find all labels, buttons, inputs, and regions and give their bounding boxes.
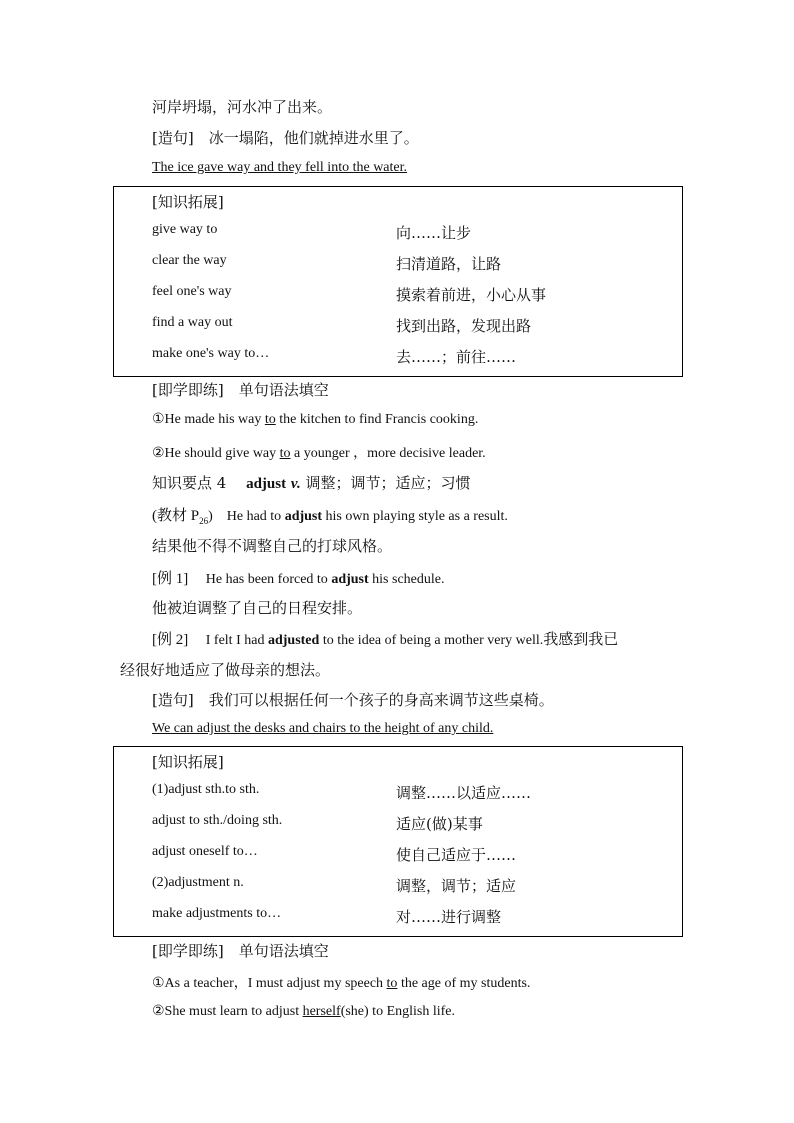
example-tag: [例 1]	[152, 571, 189, 587]
example-1	[152, 567, 445, 588]
question-text: ①He made his way	[152, 412, 262, 427]
point-number: 知识要点 4	[152, 474, 227, 492]
practice-title-2: [即学即练] 单句语法填空	[152, 942, 329, 960]
example-text: his own playing style as a result.	[325, 509, 508, 524]
knowledge-expansion-box-1	[113, 186, 683, 377]
question-text: ②He should give way	[152, 446, 277, 461]
phrase-en: (1)adjust sth.to sth.	[152, 782, 260, 797]
page-number: 26	[199, 515, 209, 526]
zaoju-english-2: We can adjust the desks and chairs to the height of any child.	[152, 721, 494, 736]
phrase-en: feel one's way	[152, 284, 232, 299]
answer-blank: to	[264, 412, 276, 427]
phrase-cn: 找到出路，发现出路	[396, 317, 532, 335]
phrase-cn: 适应(做)某事	[396, 815, 483, 833]
phrase-en: adjust to sth./doing sth.	[152, 813, 283, 828]
phrase-cn: 摸索着前进，小心从事	[396, 286, 547, 304]
phrase-en: clear the way	[152, 253, 227, 268]
phrase-en: give way to	[152, 222, 218, 237]
answer-blank: to	[279, 446, 291, 461]
practice-question-1	[152, 411, 478, 428]
phrase-cn: 向……让步	[396, 224, 472, 242]
example-text: He has been forced to	[205, 572, 328, 587]
continuation-line: 河岸坍塌，河水冲了出来。	[152, 98, 333, 116]
phrase-cn: 调整……以适应……	[396, 784, 532, 802]
practice-title-1: [即学即练] 单句语法填空	[152, 381, 329, 399]
box-header: [知识拓展]	[152, 193, 224, 211]
phrase-en: make one's way to…	[152, 346, 270, 361]
phrase-en: find a way out	[152, 315, 233, 330]
practice-question-2	[152, 442, 486, 462]
keyword-in-example: adjusted	[267, 633, 320, 648]
phrase-cn: 扫清道路，让路	[396, 255, 502, 273]
keyword-in-example: adjust	[331, 572, 369, 587]
example-text: ) He had to	[208, 509, 282, 524]
example-text: his schedule.	[372, 572, 445, 587]
question-text: the age of my students.	[400, 976, 531, 991]
question-text: a younger ，more decisive leader.	[294, 446, 486, 461]
practice-question-4	[152, 1003, 455, 1020]
question-text: ②She must learn to adjust	[152, 1004, 300, 1019]
phrase-cn: 使自己适应于……	[396, 846, 517, 864]
phrase-en: adjust oneself to…	[152, 844, 258, 859]
example-2-translation-cont: 经很好地适应了做母亲的想法。	[120, 661, 331, 679]
box-header: [知识拓展]	[152, 753, 224, 771]
phrase-cn: 去……；前往……	[396, 348, 517, 366]
part-of-speech: v.	[290, 476, 301, 492]
textbook-ref: (教材 P	[152, 508, 200, 524]
zaoju-chinese: 冰一塌陷，他们就掉进水里了。	[208, 129, 419, 147]
phrase-cn: 调整，调节；适应	[396, 877, 517, 895]
knowledge-point-heading	[152, 472, 471, 493]
answer-blank: to	[386, 976, 398, 991]
question-text: (she) to English life.	[340, 1004, 455, 1019]
keyword: adjust	[246, 476, 287, 492]
example-text: to the idea of being a mother very well.	[322, 633, 544, 648]
zaoju-tag: [造句]	[152, 129, 194, 147]
example-text: I felt I had	[205, 633, 265, 648]
keyword-in-example: adjust	[284, 509, 323, 524]
zaoju-chinese: 我们可以根据任何一个孩子的身高来调节这些桌椅。	[208, 691, 554, 709]
zaoju-english-1: The ice gave way and they fell into the water.	[152, 160, 408, 175]
textbook-example	[152, 504, 508, 526]
keyword-meaning: 调整；调节；适应；习惯	[305, 474, 471, 492]
zaoju-tag: [造句]	[152, 691, 194, 709]
example-2	[152, 628, 618, 649]
phrase-en: (2)adjustment n.	[152, 875, 244, 890]
question-text: the kitchen to find Francis cooking.	[279, 412, 479, 427]
answer-blank: herself	[302, 1004, 341, 1019]
practice-question-3	[152, 972, 530, 992]
phrase-en: make adjustments to…	[152, 906, 282, 921]
phrase-cn: 对……进行调整	[396, 908, 502, 926]
example-1-translation: 他被迫调整了自己的日程安排。	[152, 599, 363, 617]
knowledge-expansion-box-2	[113, 746, 683, 937]
example-tag: [例 2]	[152, 632, 189, 648]
zaoju-sentence-1	[152, 127, 419, 148]
example-translation: 我感到我已	[543, 632, 619, 648]
textbook-translation: 结果他不得不调整自己的打球风格。	[152, 537, 393, 555]
question-text: ①As a teacher，I must adjust my speech	[152, 976, 384, 991]
zaoju-sentence-2	[152, 689, 554, 710]
